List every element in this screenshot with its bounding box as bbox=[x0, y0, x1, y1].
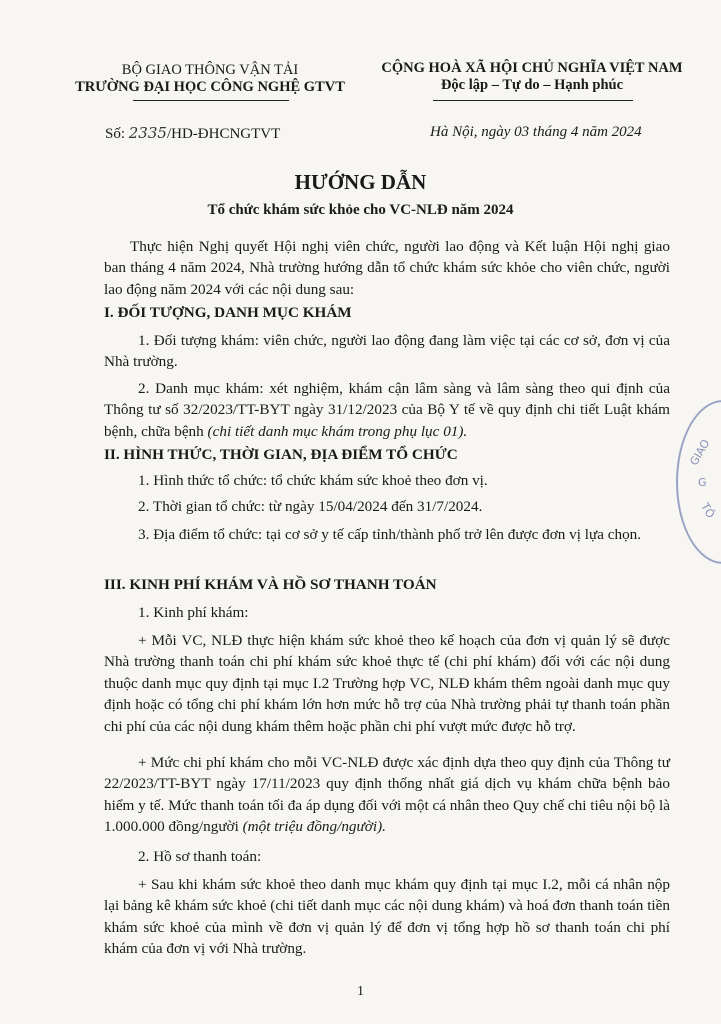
section-3-paragraph-3: + Sau khi khám sức khoẻ theo danh mục khám quy định tại mục I.2, mỗi cá nhân nộp lại bảng kê khám sức khoẻ (chi tiết danh mục các nội dung khám) và hoá đơn thanh toán tiền khám sức khoẻ của mình về đơn vị quản lý để đơn vị tổng hợp hồ sơ thanh toán chi phí khám của đơn vị với Nhà trường. bbox=[104, 876, 670, 958]
motto-underline bbox=[433, 100, 633, 101]
section-3-heading: III. KINH PHÍ KHÁM VÀ HỒ SƠ THANH TOÁN bbox=[104, 576, 437, 593]
national-motto: Độc lập – Tự do – Hạnh phúc bbox=[440, 77, 624, 93]
country-name: CỘNG HOÀ XÃ HỘI CHỦ NGHĨA VIỆT NAM bbox=[381, 60, 683, 76]
document-subtitle: Tổ chức khám sức khỏe cho VC-NLĐ năm 2024 bbox=[207, 202, 514, 218]
handwritten-day: 03 bbox=[514, 124, 530, 140]
stamp-text-1: GIAO bbox=[687, 437, 713, 468]
section-2-item-1: 1. Hình thức tổ chức: tổ chức khám sức khoẻ theo đơn vị. bbox=[138, 472, 488, 489]
section-3-sub-2: 2. Hồ sơ thanh toán: bbox=[138, 848, 262, 865]
issuer-block bbox=[60, 62, 360, 96]
stamp-text-2: G bbox=[698, 476, 707, 489]
official-seal-stamp bbox=[676, 400, 721, 564]
section-3-sub-1: 1. Kinh phí khám: bbox=[138, 604, 249, 621]
school-name: TRƯỜNG ĐẠI HỌC CÔNG NGHỆ GTVT bbox=[75, 79, 345, 95]
section-3-paragraph-1: + Mỗi VC, NLĐ thực hiện khám sức khoẻ theo kế hoạch của đơn vị quản lý sẽ được Nhà trường thanh toán chi phí khám sức khoẻ thực tế (chi phí khám) đối với các nội dung thuộc danh mục quy định tại mục I.2 Trường hợp VC, NLĐ khám thêm ngoài danh mục quy định hoặc có tổng chi phí khám lớn hơn mức hỗ trợ của Nhà trường phải tự thanh toán phần chi phí của các nội dung khám thêm hoặc phần chi phí vượt mức được hỗ trợ. bbox=[104, 632, 670, 735]
document-date: Hà Nội, ngày 03 tháng 4 năm 2024 bbox=[430, 124, 642, 140]
stamp-text-3: TÔ bbox=[698, 500, 718, 521]
section-1-heading: I. ĐỐI TƯỢNG, DANH MỤC KHÁM bbox=[104, 304, 352, 321]
section-2-heading: II. HÌNH THỨC, THỜI GIAN, ĐỊA ĐIỂM TỔ CHỨC bbox=[104, 446, 458, 463]
section-3-paragraph-2: + Mức chi phí khám cho mỗi VC-NLĐ được xác định dựa theo quy định của Thông tư 22/2023/TT-BYT ngày 17/11/2023 quy định thống nhất giá dịch vụ khám chữa bệnh bảo hiểm y tế. Mức thanh toán tối đa áp dụng đối với một cá nhân theo Quy chế chi tiêu nội bộ là 1.000.000 đồng/người (một triệu đồng/người). bbox=[104, 754, 670, 836]
document-number: Số: 2335/HD-ĐHCNGTVT bbox=[105, 124, 281, 142]
document-title: HƯỚNG DẪN bbox=[294, 170, 427, 194]
national-header bbox=[352, 60, 712, 94]
section-2-item-3: 3. Địa điểm tổ chức: tại cơ sở y tế cấp tỉnh/thành phố trở lên được đơn vị lựa chọn. bbox=[138, 526, 642, 543]
page-number: 1 bbox=[357, 984, 364, 999]
section-1-item-1: 1. Đối tượng khám: viên chức, người lao động đang làm việc tại các cơ sở, đơn vị của Nhà trường. bbox=[104, 332, 670, 371]
handwritten-number: 2335 bbox=[128, 124, 167, 142]
intro-paragraph: Thực hiện Nghị quyết Hội nghị viên chức, người lao động và Kết luận Hội nghị giao ban tháng 4 năm 2024, Nhà trường hướng dẫn tổ chức khám sức khỏe cho viên chức, người lao động năm 2024 với các nội dung sau: bbox=[104, 238, 670, 298]
section-1-item-2: 2. Danh mục khám: xét nghiệm, khám cận lâm sàng và lâm sàng theo qui định của Thông tư số 32/2023/TT-BYT ngày 31/12/2023 của Bộ Y tế về quy định chi tiết Luật khám bệnh, chữa bệnh (chi tiết danh mục khám trong phụ lục 01). bbox=[104, 380, 670, 440]
section-2-item-2: 2. Thời gian tổ chức: từ ngày 15/04/2024 đến 31/7/2024. bbox=[138, 498, 483, 515]
issuer-underline bbox=[133, 100, 289, 101]
ministry-name: BỘ GIAO THÔNG VẬN TẢI bbox=[121, 62, 299, 78]
